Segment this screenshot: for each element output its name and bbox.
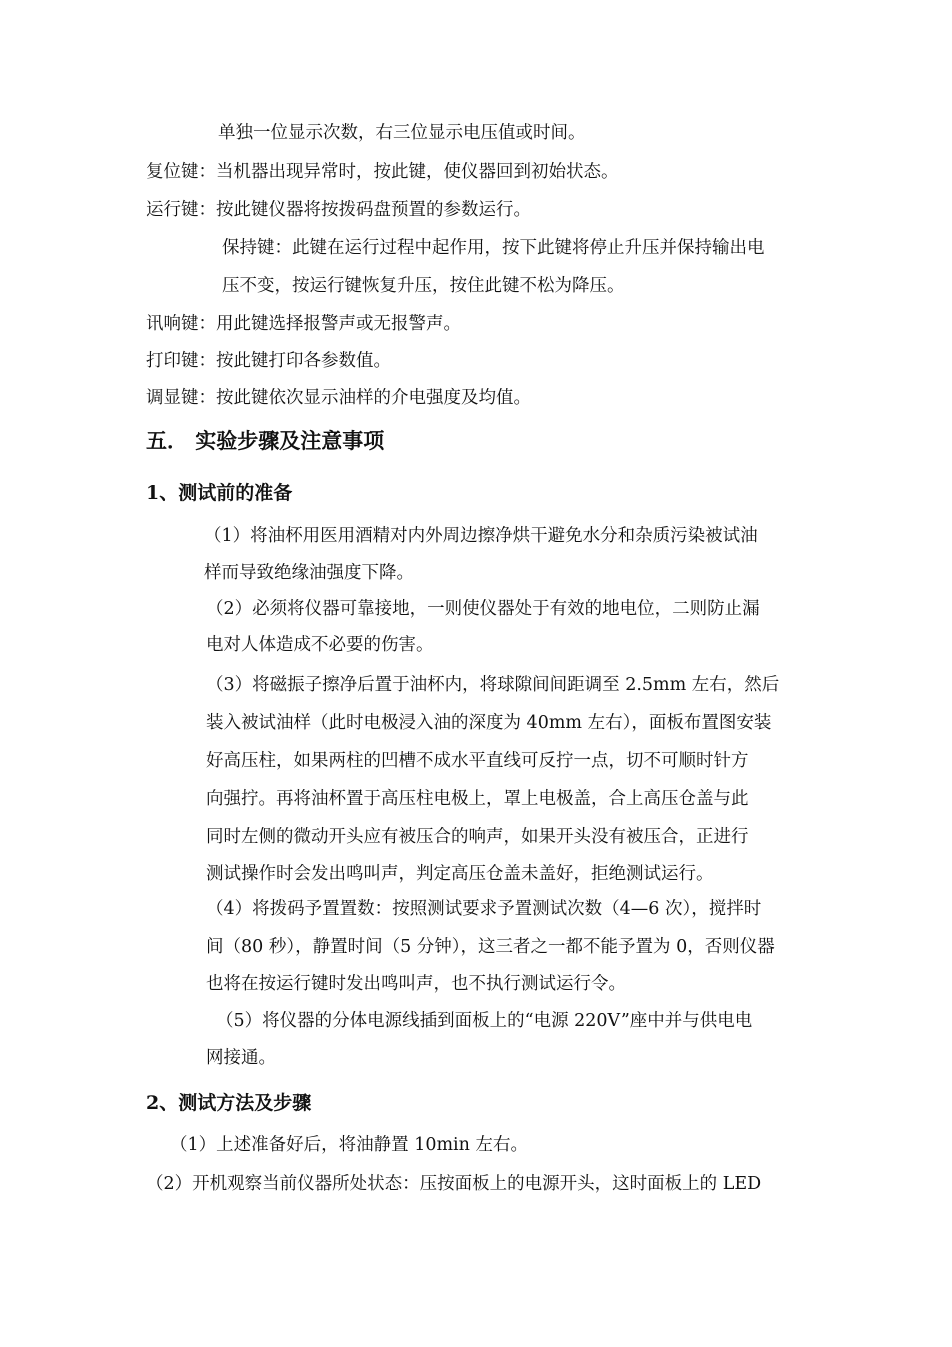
key-desc: 按此键仪器将按拨码盘预置的参数运行。 [216,200,531,220]
prep-item-2-line-1: （2）必须将仪器可靠接地，一则使仪器处于有效的地电位，二则防止漏 [206,599,760,619]
prep-item-5-line-2: 网接通。 [206,1048,276,1068]
key-desc: 用此键选择报警声或无报警声。 [216,314,461,334]
hold-key-line-1: 保持键：此键在运行过程中起作用，按下此键将停止升压并保持输出电 [222,238,765,258]
prep-item-1-line-2: 样而导致绝缘油强度下降。 [204,563,414,583]
print-key-line [146,349,391,373]
prep-item-3-line-5: 同时左侧的微动开头应有被压合的响声，如果开头没有被压合，正进行 [206,827,749,847]
display-key-line [146,386,531,410]
key-name: 调显键： [146,388,216,408]
prep-item-3-line-6: 测试操作时会发出鸣叫声，判定高压仓盖未盖好，拒绝测试运行。 [206,864,714,884]
prep-item-3-line-3: 好高压柱，如果两柱的凹槽不成水平直线可反拧一点，切不可顺时针方 [206,751,749,771]
key-name: 运行键： [146,200,216,220]
section-heading: 五． 实验步骤及注意事项 [146,428,385,453]
hold-key-line-2: 压不变，按运行键恢复升压，按住此键不松为降压。 [222,276,625,296]
intro-line: 单独一位显示次数，右三位显示电压值或时间。 [218,123,586,143]
key-name: 复位键： [146,162,216,182]
prep-item-4-line-3: 也将在按运行键时发出鸣叫声，也不执行测试运行令。 [206,974,626,994]
run-key-line [146,198,531,222]
prep-item-4-line-2: 间（80 秒），静置时间（5 分钟），这三者之一都不能予置为 0，否则仪器 [206,937,775,957]
reset-key-line [146,160,619,184]
prep-item-3-line-2: 装入被试油样（此时电极浸入油的深度为 40mm 左右），面板布置图安装 [206,713,772,733]
prep-item-3-line-1: （3）将磁振子擦净后置于油杯内，将球隙间间距调至 2.5mm 左右，然后 [206,675,780,695]
method-item-2: （2）开机观察当前仪器所处状态：压按面板上的电源开头，这时面板上的 LED [146,1174,762,1194]
method-item-1: （1）上述准备好后，将油静置 10min 左右。 [170,1135,528,1155]
beep-key-line [146,312,461,336]
prep-item-2-line-2: 电对人体造成不必要的伤害。 [206,635,434,655]
prep-item-5-line-1: （5）将仪器的分体电源线插到面板上的“电源 220V”座中并与供电电 [216,1011,753,1031]
prep-item-1-line-1: （1）将油杯用医用酒精对内外周边擦净烘干避免水分和杂质污染被试油 [204,526,758,546]
key-desc: 当机器出现异常时，按此键，使仪器回到初始状态。 [216,162,619,182]
key-name: 讯响键： [146,314,216,334]
prep-item-4-line-1: （4）将拨码予置置数：按照测试要求予置测试次数（4—6 次），搅拌时 [206,899,762,919]
subsection-heading-method: 2、测试方法及步骤 [146,1092,312,1114]
subsection-heading-prep: 1、测试前的准备 [146,482,293,504]
key-desc: 按此键依次显示油样的介电强度及均值。 [216,388,531,408]
key-name: 打印键： [146,351,216,371]
key-desc: 按此键打印各参数值。 [216,351,391,371]
prep-item-3-line-4: 向强拧。再将油杯置于高压柱电极上，罩上电极盖，合上高压仓盖与此 [206,789,749,809]
